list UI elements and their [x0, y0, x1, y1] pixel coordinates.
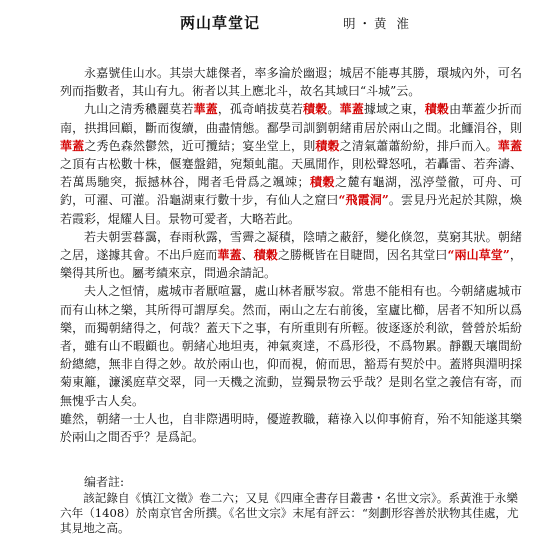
highlighted-place-name: “兩山草堂”	[447, 248, 510, 263]
highlighted-place-name: 積穀	[253, 248, 278, 263]
paragraph-text: ，孤奇峭拔莫若	[217, 102, 304, 117]
paragraph-text: ，樂得其所也。屬考績來京，問過余請記。	[60, 248, 522, 281]
paragraph-text: 、	[241, 248, 254, 263]
highlighted-place-name: 積穀	[303, 102, 328, 117]
essay-body	[60, 64, 522, 446]
paragraph-text: 雖然，朝緒一士人也，自非際遇明時，優遊教職，藉祿入以仰事俯育，殆不知能遂其樂於兩山之間否乎？是爲記。	[60, 411, 522, 445]
paragraph-text: 由華蓋少折而南，拱揖回顧，斷而復續，曲盡情態。鄱學司訓劉朝緒甫居於兩山之間。北鱷涓谷，則	[60, 102, 522, 135]
paragraph-text: 之麓有龜湖，泓渟瑩徹，可舟、可釣，可濯、可灌。沿龜湖東行數十步，有仙人之窟曰	[60, 175, 522, 208]
paragraph-text: 夫人之恒情，處城市者厭喧囂，處山林者厭岑寂。常患不能相有也。今朝緒處城市而有山林之樂，其所得可謂厚矣。然而，兩山之左右前後，室廬比櫛，居者不知所以爲樂，而獨朝緒得之，何哉？蓋天下之事，有所重則有所輕。彼逐逐於利欲，營營於垢紛者，雖有山不暇顧也。朝緒心地坦夷，神氣爽達，不爲形役，不爲物累。靜觀天壤間紛紛總總，無非自得之妙。故於兩山也，仰而視，俯而思，豁焉有契於中。蓋將與淵明採菊東籬，濂溪庭草交翠，同一天機之流動，豈獨景物云乎哉？是則名堂之義信有寄，而無愧乎古人矣。	[60, 284, 522, 408]
paragraph-text: 永嘉號佳山水。其崇大雄傑者，率多淪於幽遐；城居不能專其勝，環城內外，可名列而指數者，其山有九。術者以其上應北斗，故名其域曰“斗城”云。	[60, 66, 522, 99]
highlighted-place-name: 華蓋	[339, 102, 364, 117]
paragraph-text: 。	[327, 102, 340, 117]
author-line: 明・黄 淮	[343, 16, 412, 31]
paragraph-text: 之勝概皆在目睫間，因名其堂曰	[277, 248, 448, 263]
paragraph-text: 之頂有古松數十株，偃蹇盤錯，宛類虬龍。天風閒作，則松聲怒吼，若轟雷、若奔濤、若萬馬馳突，振撼林谷，聞者毛骨爲之颯竦；	[60, 157, 522, 190]
paragraph-text: 若夫朝雲暮靄，春雨秋露，雪霽之凝積，陰晴之蔽舒，變化倏忽，莫窮其狀。朝緒之居，遂據其會。不出戶庭而	[60, 229, 522, 263]
paragraph-text: 之清氣蕭蕭紛紛，排戶而入。	[339, 138, 498, 153]
highlighted-place-name: 積穀	[315, 138, 340, 153]
paragraph-text: 據域之東，	[363, 102, 425, 117]
highlighted-place-name: 華蓋	[217, 248, 242, 263]
highlighted-place-name: 華蓋	[60, 138, 85, 153]
essay-paragraph-1	[60, 64, 522, 100]
paragraph-text: 。雲見丹光起於其隙，煥若霞彩，焜耀人目。景物可愛者，大略若此。	[60, 193, 522, 226]
essay-paragraph-5	[60, 410, 522, 446]
paragraph-text: 之秀色森然鬱然，近可攬結；宴坐堂上，則	[84, 138, 316, 153]
paragraph-text: 九山之清秀穠麗莫若	[84, 102, 194, 117]
highlighted-place-name: 華蓋	[497, 138, 522, 153]
highlighted-place-name: 華蓋	[193, 102, 218, 117]
notes-text: 該記錄自《慎江文徵》卷二六；又見《四庫全書存目叢書・名世文宗》。系黃淮于永樂六年（1408）於南京官舍所撰。《名世文宗》末尾有評云：“刻劃形容善於狀物其佳處，尤其見地之高。	[60, 491, 519, 535]
essay-paragraph-4	[60, 282, 522, 409]
highlighted-place-name: 積穀	[424, 102, 450, 117]
page-title: 两山草堂记	[180, 14, 261, 32]
highlighted-place-name: “飛霞洞”	[338, 193, 389, 208]
notes-heading: 编者註:	[84, 475, 125, 489]
highlighted-place-name: 積穀	[309, 175, 335, 190]
essay-paragraph-3	[60, 228, 522, 283]
essay-paragraph-2	[60, 100, 522, 227]
